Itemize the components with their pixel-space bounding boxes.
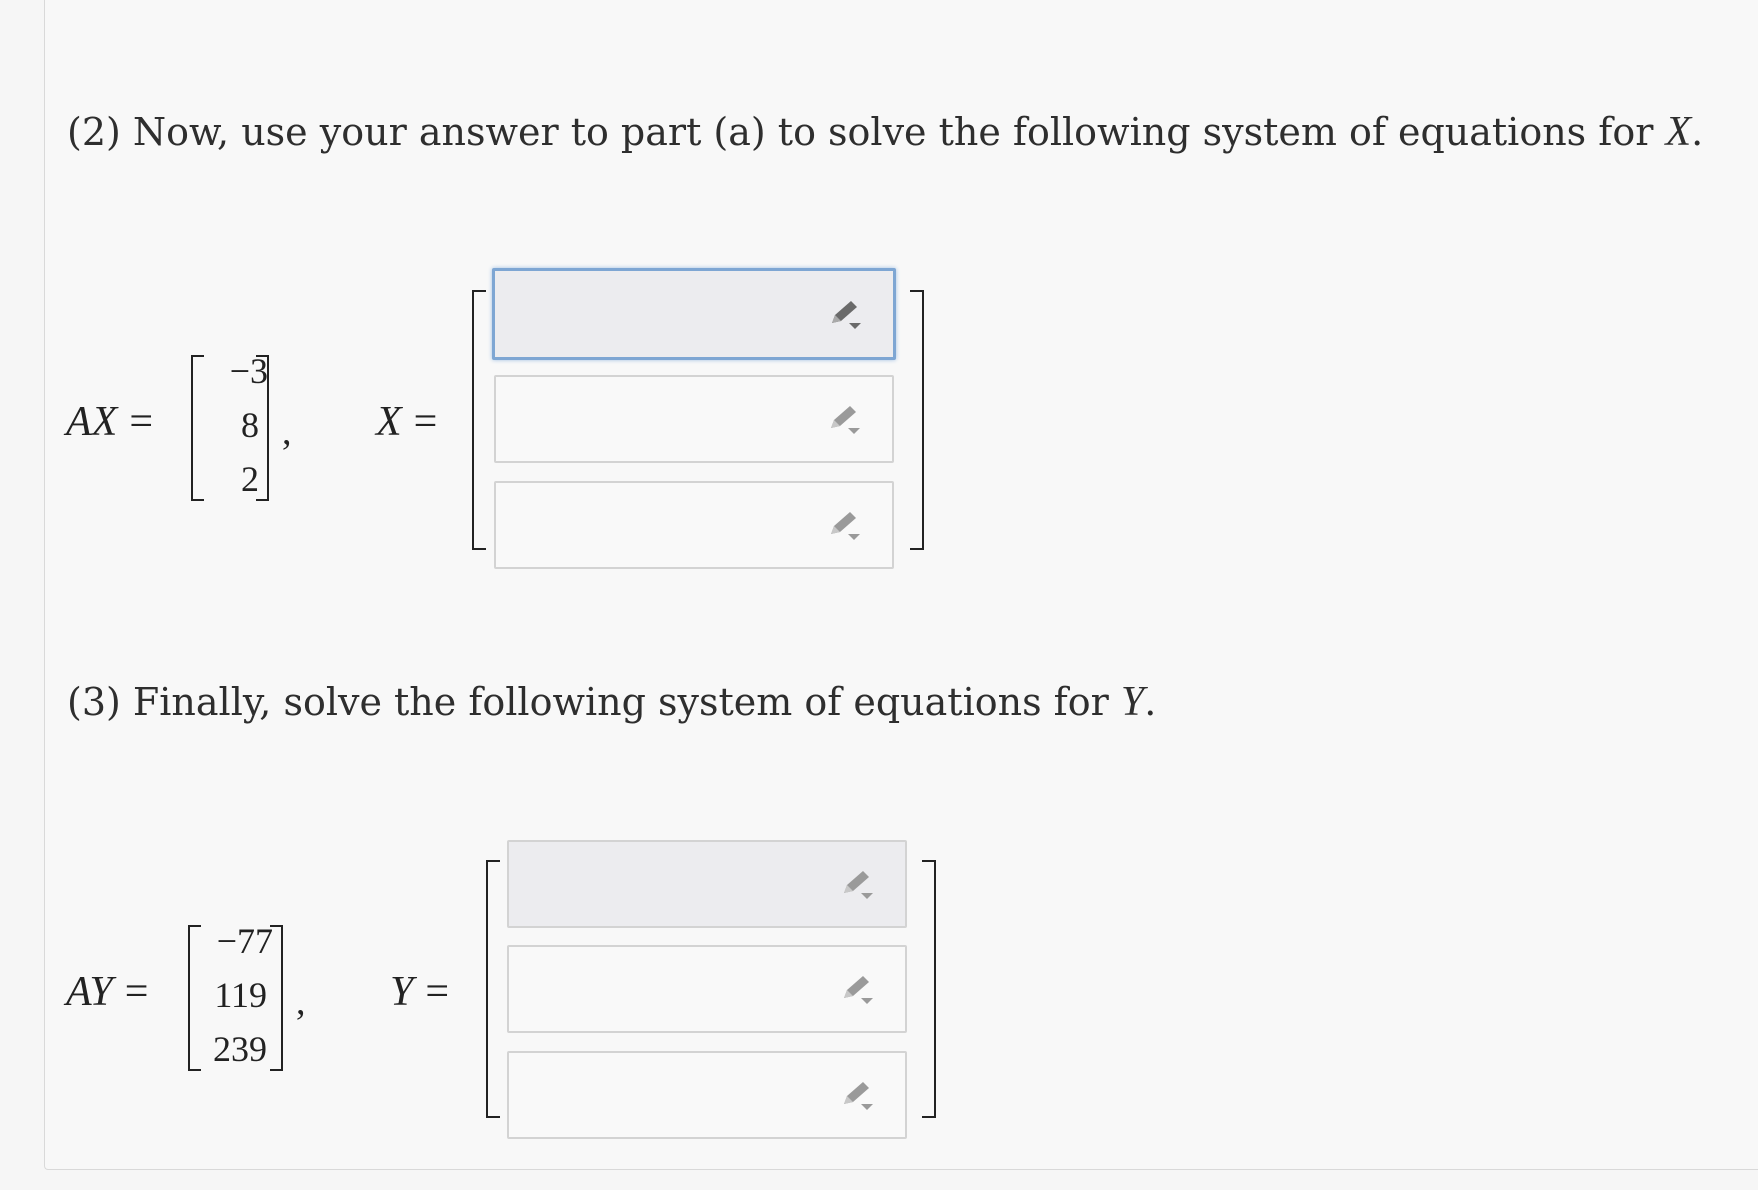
- part2-answer-box-2[interactable]: [494, 375, 894, 463]
- part2-answer-right-bracket: [910, 290, 924, 550]
- part3-comma: ,: [296, 981, 306, 1023]
- part2-unknown-label: [376, 398, 449, 446]
- part3-vector-entry-2: 119: [214, 975, 267, 1015]
- part2-lhs: [66, 398, 165, 446]
- part3-vector-left-bracket: [188, 925, 201, 1071]
- part2-vector-entry-1: −3: [229, 351, 268, 391]
- part2-unknown-variable: X: [376, 399, 402, 445]
- part3-answer-right-bracket: [922, 860, 936, 1118]
- part2-prompt: [67, 108, 1703, 156]
- part2-prompt-period: .: [1691, 110, 1704, 154]
- part2-vector-entry-3: 2: [241, 459, 259, 499]
- part3-prompt: [67, 678, 1156, 726]
- part3-lhs: [66, 968, 160, 1016]
- part2-unknown-equals: =: [413, 399, 438, 445]
- part2-answer-box-3[interactable]: [494, 481, 894, 569]
- pencil-dropdown-icon[interactable]: [839, 1078, 879, 1112]
- part3-prompt-text: (3) Finally, solve the following system of equations for: [67, 680, 1121, 724]
- part3-answer-left-bracket: [486, 860, 500, 1118]
- part3-answer-box-3[interactable]: [507, 1051, 907, 1139]
- part3-vector-right-bracket: [270, 925, 283, 1071]
- part2-vector-right-bracket: [256, 355, 269, 501]
- part3-answer-box-1[interactable]: [507, 840, 907, 928]
- part3-answer-box-2[interactable]: [507, 945, 907, 1033]
- part2-prompt-text: (2) Now, use your answer to part (a) to solve the following system of equations for: [67, 110, 1666, 154]
- part2-answer-left-bracket: [472, 290, 486, 550]
- part3-unknown-equals: =: [425, 969, 450, 1015]
- part3-prompt-variable: Y: [1120, 679, 1145, 725]
- part3-lhs-expression: AY: [66, 969, 113, 1015]
- part3-prompt-period: .: [1144, 680, 1157, 724]
- part2-answer-box-1[interactable]: [492, 268, 896, 360]
- part3-unknown-label: [390, 968, 461, 1016]
- pencil-dropdown-icon[interactable]: [826, 402, 866, 436]
- pencil-dropdown-icon[interactable]: [827, 297, 867, 331]
- pencil-dropdown-icon[interactable]: [839, 972, 879, 1006]
- part2-vector-left-bracket: [191, 355, 204, 501]
- part2-prompt-variable: X: [1665, 109, 1692, 155]
- part3-unknown-variable: Y: [390, 969, 414, 1015]
- pencil-dropdown-icon[interactable]: [839, 867, 879, 901]
- part2-lhs-expression: AX: [66, 399, 118, 445]
- part2-comma: ,: [282, 411, 292, 453]
- pencil-dropdown-icon[interactable]: [826, 508, 866, 542]
- part3-vector-entry-1: −77: [216, 921, 273, 961]
- part3-lhs-equals: =: [124, 969, 149, 1015]
- part2-vector-entry-2: 8: [241, 405, 259, 445]
- part3-vector-entry-3: 239: [213, 1029, 267, 1069]
- part2-lhs-equals: =: [129, 399, 153, 445]
